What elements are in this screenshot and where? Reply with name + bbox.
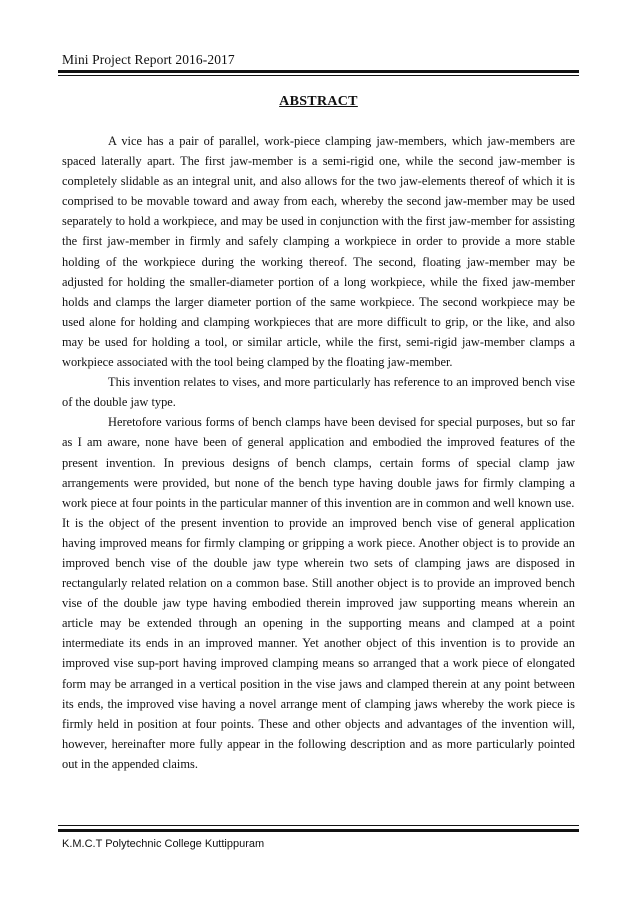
header-rule-thin (58, 75, 579, 76)
footer-rule-thick (58, 829, 579, 832)
abstract-body (62, 131, 575, 774)
abstract-paragraph-4: It is the object of the present invention to provide an improved bench vise of general application having improved means for firmly clamping or gripping a work piece. Another object is to provide an improved bench vise of the double jaw type wherein two sets of clamping jaws are disposed in rectangularly related relation on a common base. Still another object is to provide an improved bench vise of the double jaw type having embodied therein improved jaw supporting means wherein an article may be extended through an opening in the supporting means and clamped at a point intermediate its ends in an improved manner. Yet another object of this invention is to provide an improved vise sup-port having improved clamping means so arranged that a work piece of elongated form may be arranged in a vertical position in the vise jaws and clamped therein at any point between its ends, the improved vise having a novel arrange ment of clamping jaws whereby the work piece is firmly held in position at four points. These and other objects and advantages of the invention will, however, hereinafter more fully appear in the following description and as more particularly pointed out in the appended claims. (62, 515, 575, 771)
footer-text: K.M.C.T Polytechnic College Kuttippuram (62, 838, 265, 850)
footer-rule-thin (58, 825, 579, 826)
header-rule-thick (58, 70, 579, 73)
abstract-paragraph-1: A vice has a pair of parallel, work-piece clamping jaw-members, which jaw-members are spaced laterally apart. The first jaw-member is a semi-rigid one, while the second jaw-member is completely slidable as an integral unit, and also allows for the two jaw-elements thereof of which it is comprised to be movable toward and away from each, whereby the second jaw-member may be used separately to hold a workpiece, and may be used in conjunction with the first jaw-member for assisting the first jaw-member in firmly and safely clamping a workpiece in order to provide a more stable holding of the workpiece during the working thereof. The second, floating jaw-member may be adjusted for holding the smaller-diameter portion of a long workpiece, while the fixed jaw-member holds and clamps the larger diameter portion of the same workpiece. The second workpiece may be used alone for holding and clamping workpieces that are more difficult to grip, or the like, and also may be used for holding a tool, or similar article, while the first, semi-rigid jaw-member clamps a workpiece associated with the tool being clamped by the floating jaw-member. (62, 134, 575, 370)
abstract-heading: ABSTRACT (279, 94, 358, 109)
header-title: Mini Project Report 2016-2017 (62, 52, 235, 67)
abstract-paragraph-3: Heretofore various forms of bench clamps have been devised for special purposes, but so far as I am aware, none have been of general application and embodied the improved features of the present invention. In previous designs of bench clamps, certain forms of special clamp jaw arrangements were provided, but none of the bench type having double jaws for firmly clamping a work piece at four points in the particular manner of this invention are in common and well known use. (62, 415, 575, 510)
abstract-paragraph-2: This invention relates to vises, and more particularly has reference to an improved bench vise of the double jaw type. (62, 375, 575, 410)
